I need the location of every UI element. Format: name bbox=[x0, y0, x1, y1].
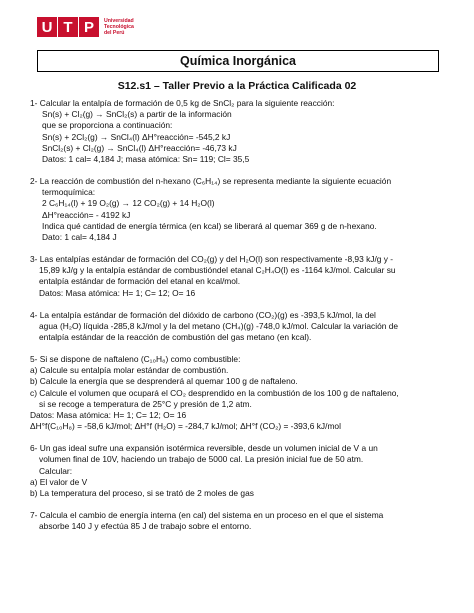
problem-line: termoquímica: bbox=[42, 187, 96, 198]
problem-7 bbox=[30, 510, 450, 532]
problem-line: ΔH°f(C₁₀H₈) = -58,6 kJ/mol; ΔH°f (H₂O) = -284,7 kJ/mol; ΔH°f (CO₂) = -393,6 kJ/mol bbox=[30, 421, 341, 432]
problem-line: Calcular: bbox=[39, 465, 73, 476]
problem-line: a) El valor de V bbox=[30, 476, 88, 487]
problem-line: Dato: 1 cal= 4,184 J bbox=[42, 232, 117, 243]
problem-line: 1- Calcular la entalpía de formación de 0,5 kg de SnCl₂ para la siguiente reacción: bbox=[30, 98, 335, 108]
problem-6 bbox=[30, 443, 450, 499]
problem-line: SnCl₂(s) + Cl₂(g) → SnCl₄(l) ΔH°reacción= -46,73 kJ bbox=[42, 142, 237, 153]
problem-line: entalpía estándar de la reacción de combustión del gas metano (en kcal). bbox=[39, 332, 312, 343]
problem-line: 5- Si se dispone de naftaleno (C₁₀H₈) como combustible: bbox=[30, 354, 241, 365]
problem-line: 7- Calcula el cambio de energía interna (en cal) del sistema en un proceso en el que el sistema bbox=[30, 510, 384, 521]
problem-line: 6- Un gas ideal sufre una expansión isotérmica reversible, desde un volumen inicial de V a un bbox=[30, 443, 378, 454]
course-title: Química Inorgánica bbox=[179, 54, 296, 68]
logo-text-line: del Perú bbox=[104, 30, 125, 36]
problem-line: 15,89 kJ/g y la entalpía estándar de combustióndel etanal C₂H₄O(l) es -1164 kJ/mol. Calcular su bbox=[39, 265, 396, 276]
problem-line: 3- Las entalpías estándar de formación del CO₂(g) y del H₂O(l) son respectivamente -8,93 kJ/g y - bbox=[30, 254, 394, 265]
logo-letter-p: P bbox=[79, 17, 99, 37]
problem-line: Datos: Masa atómica: H= 1; C= 12; O= 16 bbox=[39, 287, 196, 298]
logo-letter-t: T bbox=[58, 17, 78, 37]
logo-letter-u: U bbox=[37, 17, 57, 37]
problem-line: entalpía estándar de formación del etanal en kcal/mol. bbox=[39, 276, 241, 287]
problem-line: Datos: Masa atómica: H= 1; C= 12; O= 16 bbox=[30, 410, 187, 421]
problem-line: Sn(s) + 2Cl₂(g) → SnCl₄(l) ΔH°reacción= -545,2 kJ bbox=[42, 131, 231, 142]
problem-line: ΔH°reacción= - 4192 kJ bbox=[42, 209, 131, 220]
problem-4 bbox=[30, 310, 450, 344]
problem-list bbox=[30, 98, 450, 532]
problem-line: Indica qué cantidad de energía térmica (en kcal) se liberará al quemar 369 g de n-hexano. bbox=[42, 220, 377, 231]
problem-line: si se recoge a temperatura de 25°C y presión de 1,2 atm. bbox=[39, 398, 252, 409]
logo-text-line: Tecnológica bbox=[104, 24, 134, 30]
problem-line: 2 C₆H₁₄(l) + 19 O₂(g) → 12 CO₂(g) + 14 H₂O(l) bbox=[42, 198, 215, 209]
utp-logo bbox=[37, 17, 134, 37]
problem-1 bbox=[30, 98, 450, 165]
problem-line: b) La temperatura del proceso, si se trató de 2 moles de gas bbox=[30, 488, 254, 499]
problem-line: a) Calcule su entalpía molar estándar de combustión. bbox=[30, 365, 229, 376]
problem-line: 4- La entalpía estándar de formación del dióxido de carbono (CO₂)(g) es -393,5 kJ/mol, la del bbox=[30, 309, 376, 320]
logo-wordmark bbox=[104, 18, 134, 36]
document-subtitle: S12.s1 – Taller Previo a la Práctica Calificada 02 bbox=[117, 80, 357, 92]
problem-line: volumen final de 10V, haciendo un trabajo de 5000 cal. La presión inicial fue de 50 atm. bbox=[39, 454, 364, 465]
problem-line: 2- La reacción de combustión del n-hexano (C₆H₁₄) se representa mediante la siguiente ecuación bbox=[30, 176, 392, 187]
problem-2 bbox=[30, 176, 450, 243]
problem-line: Sn(s) + Cl₂(g) → SnCl₂(s) a partir de la información bbox=[42, 109, 232, 120]
logo-text-line: Universidad bbox=[104, 18, 134, 24]
problem-line: c) Calcule el volumen que ocupará el CO₂ desprendido en la combustión de los 100 g de naftaleno, bbox=[30, 387, 399, 398]
course-title-box bbox=[37, 50, 439, 72]
problem-3 bbox=[30, 254, 450, 299]
problem-5 bbox=[30, 354, 450, 432]
problem-line: b) Calcule la energía que se desprenderá al quemar 100 g de naftaleno. bbox=[30, 376, 298, 387]
problem-line: que se proporciona a continuación: bbox=[42, 120, 173, 131]
problem-line: Datos: 1 cal= 4,184 J; masa atómica: Sn= 119; Cl= 35,5 bbox=[42, 154, 250, 165]
problem-line: absorbe 140 J y efectúa 85 J de trabajo sobre el entorno. bbox=[39, 521, 252, 532]
problem-line: agua (H₂O) líquida -285,8 kJ/mol y la del metano (CH₄)(g) -748,0 kJ/mol. Calcular la variación de bbox=[39, 320, 399, 331]
